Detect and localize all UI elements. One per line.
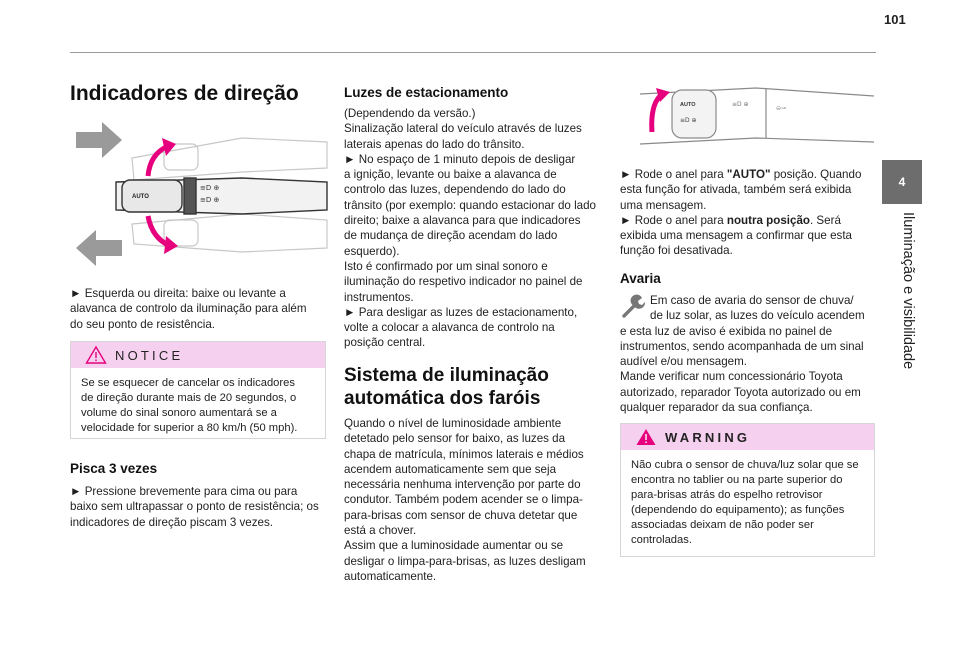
warning-text: Não cubra o sensor de chuva/luz solar que se encontra no tablier ou na parte superior do para-brisas atrás do espelho retrovisor (dependendo do equipamento); as funções associadas deixam de não poder ser controladas. [631,459,859,546]
direction-paragraph: ► Esquerda ou direita: baixe ou levante a alavanca de controlo da iluminação para além do seu ponto de resistência. [70,287,307,331]
column-3 [620,167,876,259]
svg-text:≡D ⊕: ≡D ⊕ [200,184,220,192]
section-title-avaria: Avaria [620,271,661,286]
page-number: 101 [884,12,906,27]
parking-paragraph: (Dependendo da versão.) Sinalização lateral do veículo através de luzes laterais apenas do lado do trânsito. ► No espaço de 1 minuto depois de desligar a ignição, levante ou baixe a alavanca de controlo das luzes, dependendo do lado do trânsito (por exemplo: quando estacionar do lado direito; baixe a alavanca para que indicadores de mudança de direção acendam do lado esquerdo). Isto é confirmado por um sinal sonoro e iluminação do respetivo indicador no painel de instrumentos. ► Para desligar as luzes de estacionamento, volte a colocar a alavanca de controlo na posição central. [344,107,596,350]
section-title-turn-signals: Indicadores de direção [70,82,299,105]
warning-header [621,424,874,450]
right-arrow-icon [76,122,122,158]
warning-triangle-icon [85,345,107,365]
pisca-paragraph: ► Pressione brevemente para cima ou para baixo sem ultrapassar o ponto de resistência; os indicadores de direção piscam 3 vezes. [70,485,319,529]
lever-auto-label: AUTO [680,102,696,108]
notice-label: NOTICE [115,348,184,363]
chapter-title: Iluminação e visibilidade [900,212,916,370]
stalk-auto-label: AUTO [132,194,149,200]
notice-text: Se se esquecer de cancelar os indicadores de direção durante mais de 20 segundos, o volume do sinal sonoro aumentará se a velocidade for superior a 80 km/h (50 mph). [81,377,298,434]
left-arrow-icon [76,230,122,266]
rotate-auto-paragraph: ► Rode o anel para "AUTO" posição. Quando esta função for ativada, também será exibida uma mensagem. ► Rode o anel para noutra posição. Será exibida uma mensagem a confirmar que esta função foi desativada. [620,168,862,258]
svg-text:≡D ⊕: ≡D ⊕ [732,101,749,108]
notice-header [71,342,325,368]
column-1 [70,80,328,106]
svg-text:≡D ⊕: ≡D ⊕ [680,117,697,124]
turn-signal-stalk-illustration [72,116,330,278]
svg-text:≡D ⊕: ≡D ⊕ [200,196,220,204]
section-title-auto-lights: Sistema de iluminação automática dos faróis [344,365,549,409]
svg-text:⊖⊸: ⊖⊸ [776,105,787,112]
warning-box [620,423,875,557]
warning-label: WARNING [665,430,751,445]
column-2 [344,84,602,351]
avaria-paragraph: Em caso de avaria do sensor de chuva/ de luz solar, as luzes do veículo acendem e esta luz de aviso é exibida no painel de instrumentos, sendo acompanhada de um sinal audível e/ou mensagem. Mande verificar num concessionário Toyota autorizado, reparador Toyota autorizado ou em qualquer reparador da sua confiança. [620,294,865,415]
notice-box [70,341,326,439]
section-title-pisca: Pisca 3 vezes [70,461,158,476]
section-title-parking-lights: Luzes de estacionamento [344,85,509,100]
warning-triangle-icon [635,427,657,447]
auto-ring-illustration [636,82,876,154]
header-rule [70,52,876,53]
chapter-tab[interactable]: 4 [882,160,922,204]
auto-lights-paragraph: Quando o nível de luminosidade ambiente detetado pelo sensor for baixo, as luzes da chapa de matrícula, mínimos laterais e médios acendem automaticamente sem que seja necessária nenhuma intervenção por parte do condutor. Também podem acender se o limpa- para-brisas com sensor de chuva detetar que está a chover. Assim que a luminosidade aumentar ou se desligar o limpa-para-brisas, as luzes desligam automaticamente. [344,417,586,583]
